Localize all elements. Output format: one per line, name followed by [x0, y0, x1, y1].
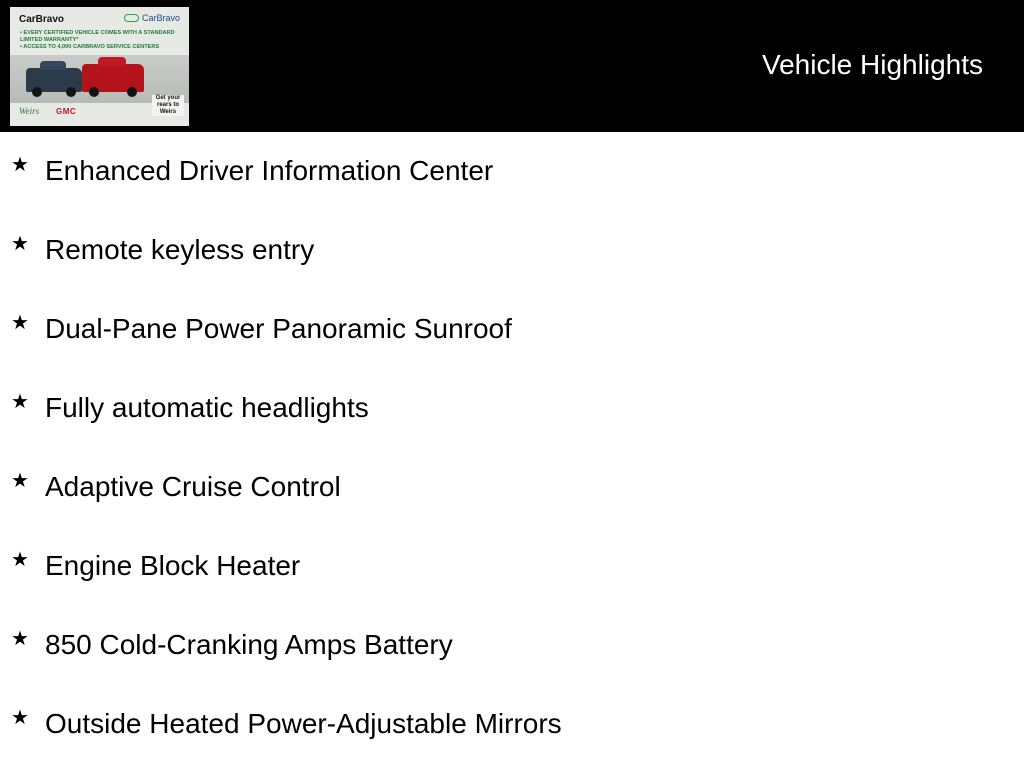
- list-item: [0, 606, 1024, 685]
- banner-logo: [124, 13, 180, 23]
- banner-bullet: • EVERY CERTIFIED VEHICLE COMES WITH A STANDARD LIMITED WARRANTY*: [20, 30, 175, 43]
- feature-label: Adaptive Cruise Control: [45, 471, 341, 502]
- feature-label: Enhanced Driver Information Center: [45, 155, 494, 186]
- star-icon: ★: [11, 628, 29, 650]
- blue-truck-icon: [26, 68, 82, 92]
- list-item: [0, 527, 1024, 606]
- star-icon: ★: [11, 312, 29, 334]
- star-icon: ★: [11, 707, 29, 729]
- feature-label: Outside Heated Power-Adjustable Mirrors: [45, 708, 562, 739]
- banner-tagline: Get your rears to Weirs: [152, 95, 184, 116]
- vehicle-highlights-list: [0, 132, 1024, 764]
- red-truck-icon: [82, 64, 144, 92]
- list-item: [0, 685, 1024, 764]
- list-item: [0, 132, 1024, 211]
- feature-label: Engine Block Heater: [45, 550, 301, 581]
- list-item: [0, 211, 1024, 290]
- feature-label: 850 Cold-Cranking Amps Battery: [45, 629, 453, 660]
- carbravo-logo-icon: [124, 14, 139, 22]
- star-icon: ★: [11, 154, 29, 176]
- banner-gmc-logo: GMC: [56, 107, 77, 116]
- banner-brand: CarBravo: [19, 14, 65, 25]
- page-header: [0, 0, 1024, 132]
- star-icon: ★: [11, 391, 29, 413]
- banner-logo-text: CarBravo: [142, 13, 181, 23]
- feature-label: Fully automatic headlights: [45, 392, 369, 423]
- page-title: Vehicle Highlights: [761, 49, 983, 80]
- list-item: [0, 448, 1024, 527]
- banner-bullet: • ACCESS TO 4,000 CARBRAVO SERVICE CENTERS: [20, 44, 160, 50]
- star-icon: ★: [11, 549, 29, 571]
- list-item: [0, 369, 1024, 448]
- feature-label: Remote keyless entry: [45, 234, 315, 265]
- list-item: [0, 290, 1024, 369]
- star-icon: ★: [11, 470, 29, 492]
- feature-label: Dual-Pane Power Panoramic Sunroof: [45, 313, 512, 344]
- banner-dealer-logo: Weirs: [19, 106, 40, 116]
- banner-bullets: [20, 30, 185, 51]
- dealer-banner-image: [10, 7, 189, 126]
- star-icon: ★: [11, 233, 29, 255]
